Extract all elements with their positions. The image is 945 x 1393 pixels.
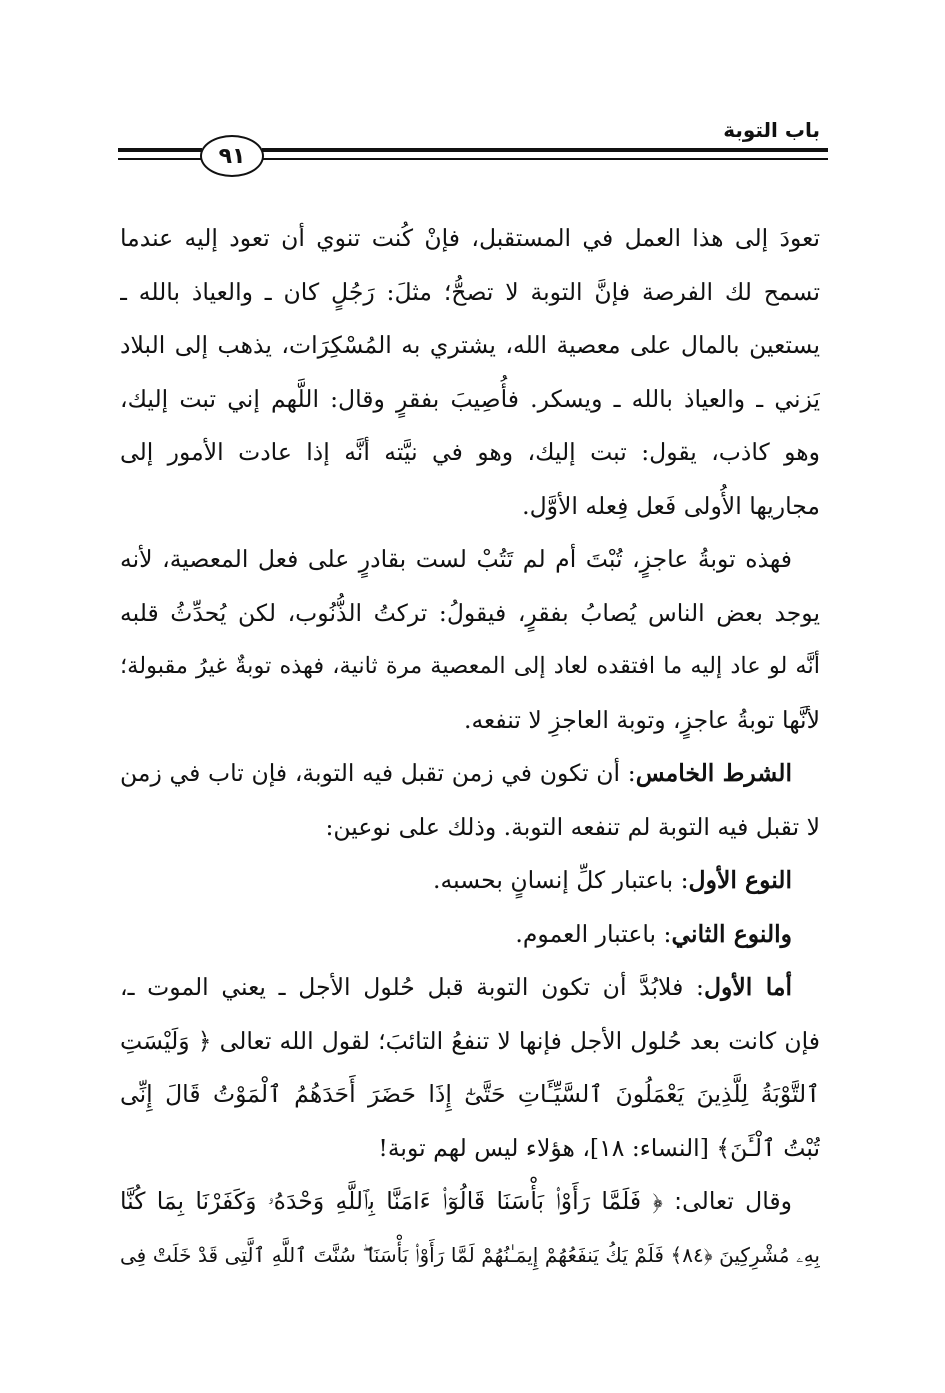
header-rule-right-bottom <box>262 158 828 160</box>
text-line: تعودَ إلى هذا العمل في المستقبل، فإنْ كُنت تنوي أن تعود إليه عندما <box>120 224 820 252</box>
header-rule-left-bottom <box>118 158 202 160</box>
text-line: النوع الأول: باعتبار كلِّ إنسانٍ بحسبه. <box>433 866 792 894</box>
text-line: لأنَّها توبةُ عاجزٍ، وتوبة العاجزِ لا تنفعه. <box>463 705 820 734</box>
text-line: فهذه توبةُ عاجزٍ، تُبْتَ أم لم تَتُبْ لست بقادرٍ على فعل المعصية، لأنه <box>120 545 792 573</box>
term-heading: النوع الأول <box>688 866 792 894</box>
page-number: ٩١ <box>200 135 264 177</box>
text-line: والنوع الثاني: باعتبار العموم. <box>515 919 792 948</box>
quran-line: ٱلتَّوْبَةُ لِلَّذِينَ يَعْمَلُونَ ٱلسَّيِّـَٔاتِ حَتَّىٰٓ إِذَا حَضَرَ أَحَدَهُمُ ٱلْمَوْتُ قَالَ إِنِّى <box>120 1080 820 1108</box>
text-line: أما الأول: فلابُدَّ أن تكون التوبة قبل حُلول الأجل ـ يعني الموت ـ، <box>120 973 792 1001</box>
text-line: يستعين بالمال على معصية الله، يشتري به المُسْكِرَات، يذهب إلى البلاد <box>120 331 820 359</box>
page-header <box>0 0 945 200</box>
quran-line: وقال تعالى: ﴿ فَلَمَّا رَأَوْا۟ بَأْسَنَا قَالُوٓا۟ ءَامَنَّا بِٱللَّهِ وَحْدَهُۥ وَكَفَرْنَا بِمَا كُنَّا <box>120 1187 792 1215</box>
text-line: لا تقبل فيه التوبة لم تنفعه التوبة. وذلك على نوعين: <box>325 812 820 841</box>
section-heading: الشرط الخامس <box>635 759 792 787</box>
text-line: يوجد بعض الناس يُصابُ بفقرٍ، فيقولُ: تركتُ الذُّنُوب، لكن يُحدِّثُ قلبه <box>120 598 820 627</box>
page-body <box>120 212 820 1282</box>
header-rule-right-top <box>262 148 828 152</box>
chapter-title: باب التوبة <box>723 118 820 142</box>
term-heading: والنوع الثاني <box>671 919 792 948</box>
text-line: وهو كاذب، يقول: تبت إليك، وهو في نيَّته أنَّه إذا عادت الأمور إلى <box>120 438 820 466</box>
text-line: تُبْتُ ٱلْـَٔنَ﴾ [النساء: ١٨]، هؤلاء ليس لهم توبة! <box>378 1133 820 1162</box>
quran-line: بِهِۦ مُشْرِكِينَ ﴿٨٤﴾ فَلَمْ يَكُ يَنفَعُهُمْ إِيمَـٰنُهُمْ لَمَّا رَأَوْا۟ بَأْسَنَا ۖ سُنَّتَ ٱللَّهِ ٱلَّتِى قَدْ خَلَتْ فِى <box>120 1242 820 1267</box>
text-line: أنَّه لو عاد إليه ما افتقده لعاد إلى المعصية مرة ثانية، فهذه توبةٌ غيرُ مقبولة؛ <box>120 653 820 679</box>
text-line: يَزني ـ والعياذ بالله ـ ويسكر. فأُصِيبَ بفقرٍ وقال: اللَّهم إني تبت إليك، <box>120 384 820 413</box>
text-line: فإن كانت بعد حُلول الأجل فإنها لا تنفعُ التائبَ؛ لقول الله تعالى ﴿ وَلَيْسَتِ <box>120 1026 820 1055</box>
header-rule-left-top <box>118 148 202 152</box>
text-line: مجاريها الأُولى فَعل فِعله الأوَّل. <box>522 491 820 520</box>
text-line: الشرط الخامس: أن تكون في زمن تقبل فيه التوبة، فإن تاب في زمن <box>120 759 792 787</box>
text-line: تسمح لك الفرصة فإنَّ التوبة لا تصحُّ؛ مثلَ: رَجُلٍ كان ـ والعياذ بالله ـ <box>120 277 820 306</box>
term-heading: أما الأول <box>703 973 792 1001</box>
